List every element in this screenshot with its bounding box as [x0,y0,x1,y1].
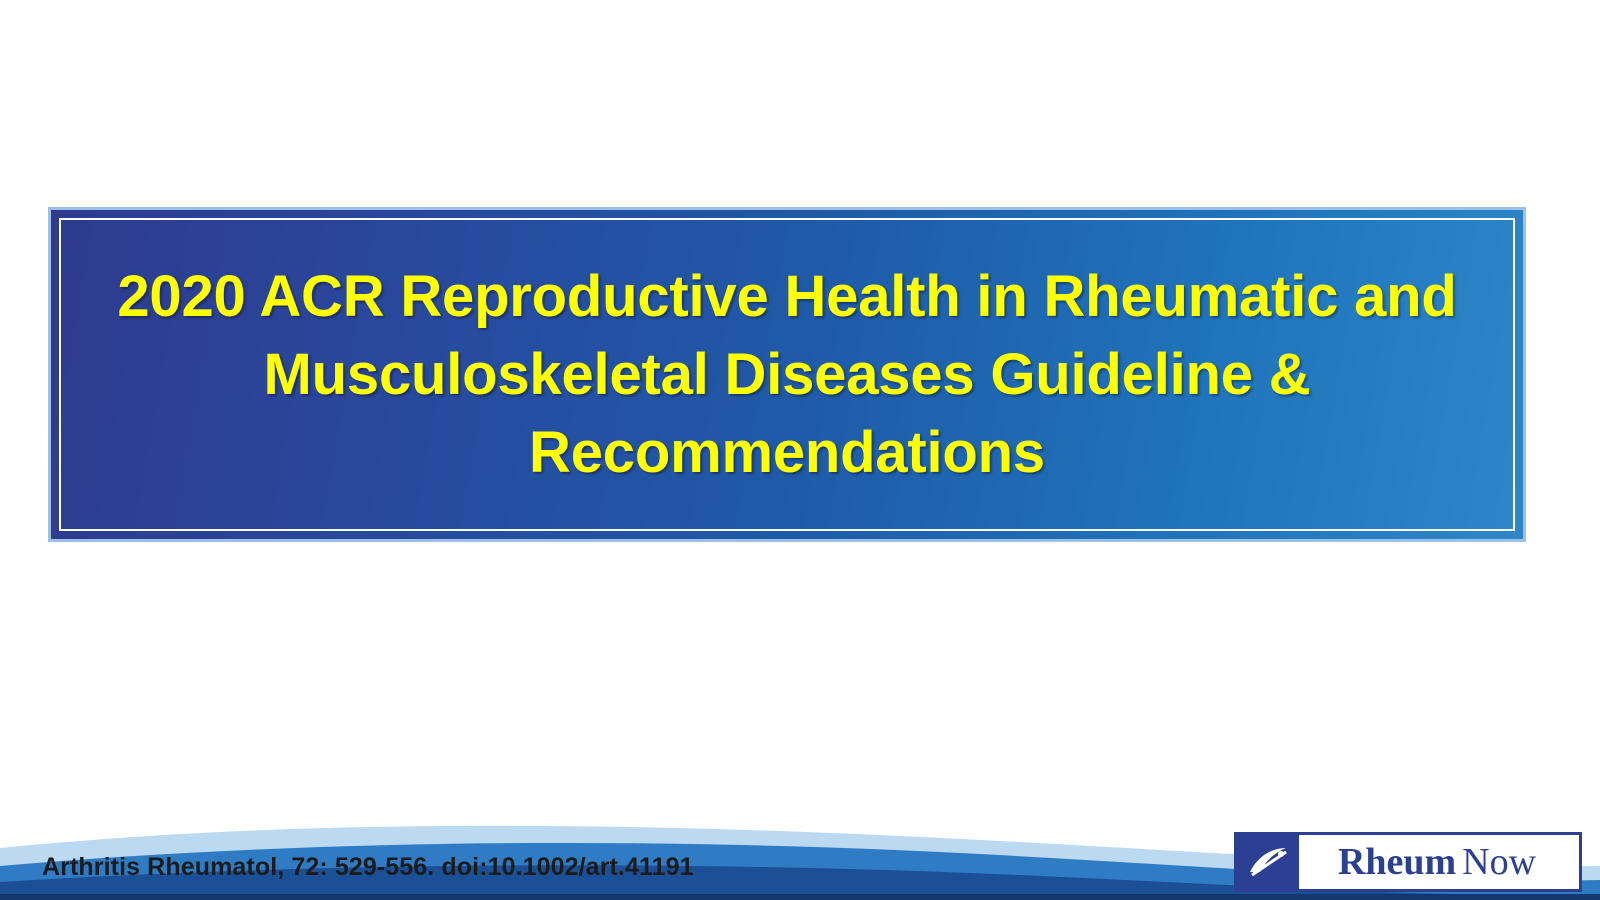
swoosh-icon-glyph [1246,842,1290,882]
rheumnow-logo [1234,832,1582,892]
title-banner-inner [59,218,1515,531]
page-title: 2020 ACR Reproductive Health in Rheumatic and Musculoskeletal Diseases Guideline & Recommendations [117,263,1457,485]
logo-word-now: Now [1462,841,1537,883]
swoosh-icon [1237,835,1299,889]
citation-text: Arthritis Rheumatol, 72: 529-556. doi:10.1002/art.41191 [42,853,694,881]
logo-word-rheum: Rheum [1337,841,1457,883]
title-banner [48,207,1526,542]
rheumnow-wordmark [1299,835,1579,889]
